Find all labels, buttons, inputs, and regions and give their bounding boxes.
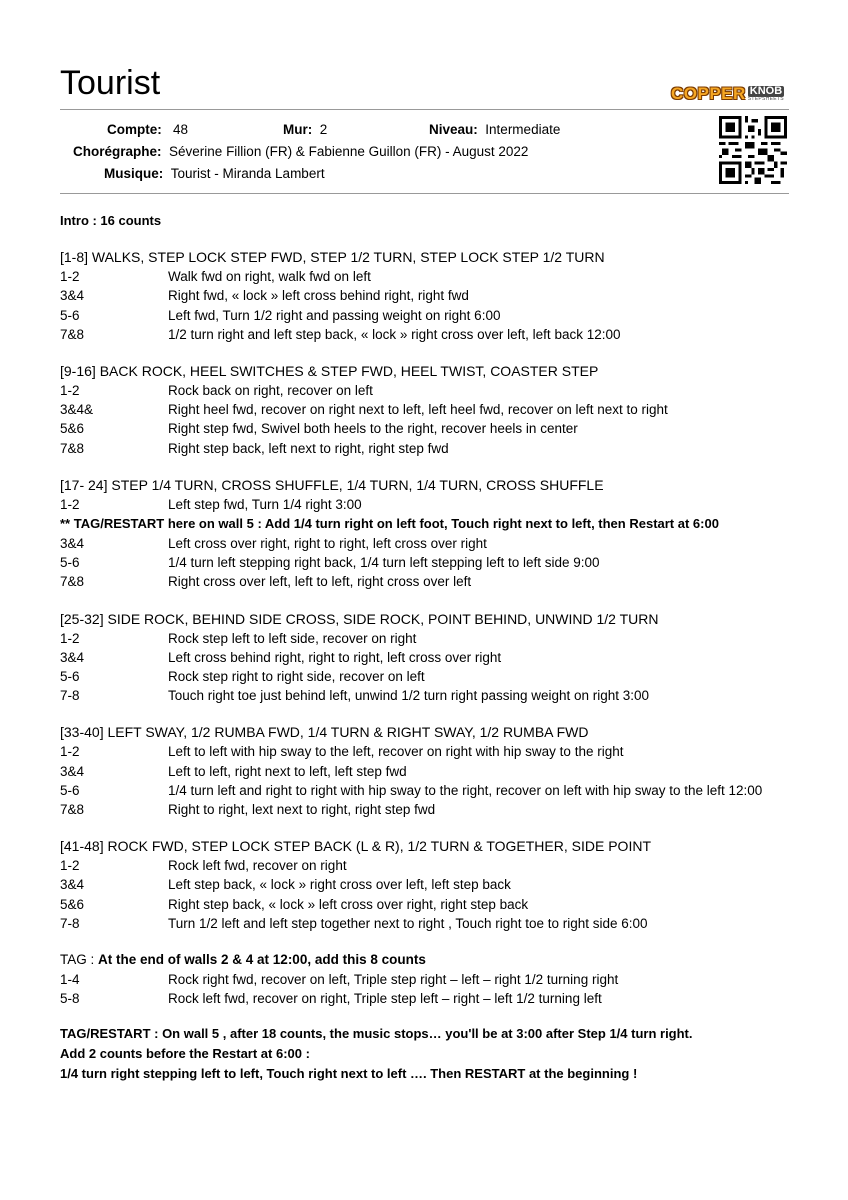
logo-knob-text: KNOB (749, 85, 783, 97)
restart-line: 1/4 turn right stepping left to left, Touch right next to left …. Then RESTART at the beginning ! (60, 1066, 638, 1082)
step-row: 1-2 Rock left fwd, recover on right (60, 858, 347, 874)
tag-section (60, 950, 795, 1008)
section-heading: [41-48] ROCK FWD, STEP LOCK STEP BACK (L & R), 1/2 TURN & TOGETHER, SIDE POINT (60, 838, 651, 855)
qr-code-icon (719, 116, 787, 184)
meta-musique: Musique: Tourist - Miranda Lambert (104, 166, 325, 181)
step-row: 3&4 Left to left, right next to left, left step fwd (60, 763, 407, 779)
meta-mur: Mur: 2 (283, 122, 328, 137)
step-row: 1-4 Rock right fwd, recover on left, Triple step right – left – right 1/2 turning right (60, 972, 619, 988)
step-row: 3&4 Right fwd, « lock » left cross behind right, right fwd (60, 288, 469, 304)
step-row: 7&8 1/2 turn right and left step back, « lock » right cross over left, left back 12:00 (60, 326, 621, 342)
logo-copper-text: COPPER (671, 84, 746, 103)
logo-stepsheets-text: STEPSHEETS (747, 96, 784, 102)
step-row: 7&8 Right to right, lext next to right, right step fwd (60, 802, 436, 818)
section-1-8 (60, 247, 795, 344)
section-heading: [17- 24] STEP 1/4 TURN, CROSS SHUFFLE, 1/4 TURN, 1/4 TURN, CROSS SHUFFLE (60, 476, 604, 493)
step-row: 1-2 Rock back on right, recover on left (60, 383, 373, 399)
step-row: 7&8 Right step back, left next to right, right step fwd (60, 440, 449, 456)
step-row: 1-2 Walk fwd on right, walk fwd on left (60, 269, 371, 285)
step-row: 5&6 Right step fwd, Swivel both heels to the right, recover heels in center (60, 421, 578, 437)
tag-restart-note: ** TAG/RESTART here on wall 5 : Add 1/4 turn right on left foot, Touch right next to left, then Restart at 6:00 (60, 516, 719, 532)
step-row: 5-6 Rock step right to right side, recover on left (60, 669, 425, 685)
section-25-32 (60, 609, 795, 706)
step-row: 7&8 Right cross over left, left to left, right cross over left (60, 574, 472, 590)
step-row: 3&4& Right heel fwd, recover on right next to left, left heel fwd, recover on left next to right (60, 402, 668, 418)
section-9-16 (60, 361, 795, 458)
step-row: 1-2 Rock step left to left side, recover on right (60, 630, 417, 646)
restart-line: Add 2 counts before the Restart at 6:00 : (60, 1046, 310, 1062)
meta-niveau: Niveau: Intermediate (429, 122, 561, 137)
restart-block (60, 1025, 795, 1083)
tag-heading: TAG : At the end of walls 2 & 4 at 12:00, add this 8 counts (60, 952, 426, 968)
header-divider-top (60, 109, 789, 110)
step-row: 5-8 Rock left fwd, recover on right, Triple step left – right – left 1/2 turning left (60, 991, 602, 1007)
section-heading: [33-40] LEFT SWAY, 1/2 RUMBA FWD, 1/4 TURN & RIGHT SWAY, 1/2 RUMBA FWD (60, 724, 589, 741)
section-41-48 (60, 836, 795, 933)
section-heading: [9-16] BACK ROCK, HEEL SWITCHES & STEP FWD, HEEL TWIST, COASTER STEP (60, 363, 599, 380)
header-divider-bottom (60, 193, 789, 194)
page-title: Tourist (60, 64, 161, 102)
step-row: 3&4 Left cross over right, right to right, left cross over right (60, 536, 487, 552)
step-row: 1-2 Left step fwd, Turn 1/4 right 3:00 (60, 496, 362, 512)
step-row: 5-6 1/4 turn left stepping right back, 1/4 turn left stepping left to left side 9:00 (60, 555, 600, 571)
meta-compte: Compte: 48 (107, 122, 189, 137)
step-row: 5-6 1/4 turn left and right to right with hip sway to the right, recover on left with hip sway to the left 12:00 (60, 782, 763, 798)
step-row: 3&4 Left step back, « lock » right cross over left, left step back (60, 877, 511, 893)
step-row: 7-8 Turn 1/2 left and left step together next to right , Touch right toe to right side 6:00 (60, 915, 648, 931)
copperknob-logo (671, 83, 789, 105)
stepsheet-content (60, 211, 795, 1083)
meta-choregraphe: Chorégraphe: Séverine Fillion (FR) & Fabienne Guillon (FR) - August 2022 (73, 144, 529, 159)
intro-text: Intro : 16 counts (60, 213, 162, 228)
section-heading: [1-8] WALKS, STEP LOCK STEP FWD, STEP 1/2 TURN, STEP LOCK STEP 1/2 TURN (60, 249, 605, 266)
section-17-24 (60, 475, 795, 592)
section-33-40 (60, 722, 795, 819)
step-row: 5-6 Left fwd, Turn 1/2 right and passing weight on right 6:00 (60, 307, 501, 323)
step-row: 3&4 Left cross behind right, right to right, left cross over right (60, 649, 502, 665)
step-row: 7-8 Touch right toe just behind left, unwind 1/2 turn right passing weight on right 3:00 (60, 688, 650, 704)
section-heading: [25-32] SIDE ROCK, BEHIND SIDE CROSS, SIDE ROCK, POINT BEHIND, UNWIND 1/2 TURN (60, 610, 659, 627)
step-row: 5&6 Right step back, « lock » left cross over right, right step back (60, 896, 529, 912)
step-row: 1-2 Left to left with hip sway to the left, recover on right with hip sway to the right (60, 744, 624, 760)
restart-line: TAG/RESTART : On wall 5 , after 18 counts, the music stops… you'll be at 3:00 after Step 1/4 turn right. (60, 1026, 693, 1042)
